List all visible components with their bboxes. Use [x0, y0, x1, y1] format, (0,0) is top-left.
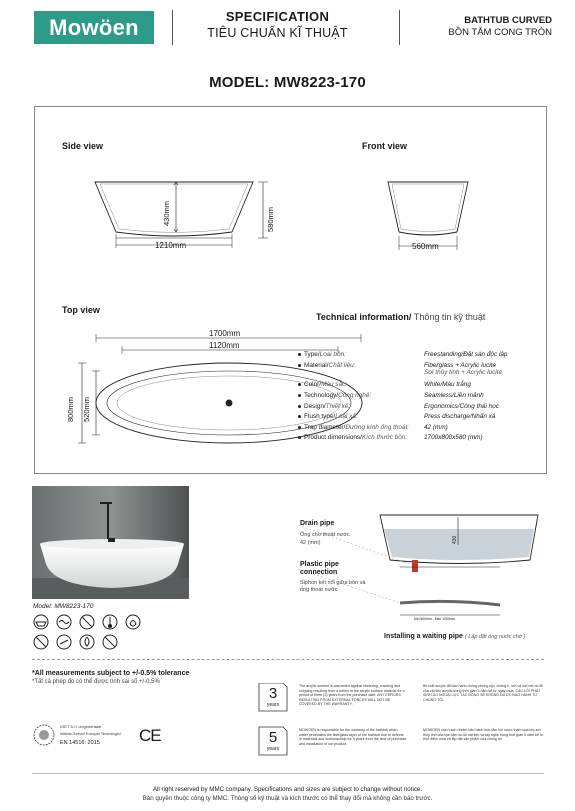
no-chemical-icon: [34, 635, 48, 649]
tolerance-note-vi: *Tất cả phép đo có thể được tính sai số +/-0.5%: [32, 679, 160, 685]
footer-rights-en: All right reserved by MMC company. Specifications and sizes are subject to change without notice.: [152, 786, 423, 793]
water-icon: [126, 615, 140, 629]
brand-logo: Mowöen: [34, 11, 154, 44]
warranty-3-text-en: The acrylic surface is warranted against blistering, cracking and chipping resulting from a defect in the acrylic surface material for a period of three (3) years from the purchase date. ANY ERRORS RESULTING FROM EXTERNAL FORCES WILL NOT BE COVERED BY THE WARRANTY.: [299, 684, 405, 707]
feature-icons: [33, 614, 173, 654]
drain-pipe-desc: Ống chờ thoát nước: [300, 532, 350, 538]
side-view-label: Side view: [62, 141, 104, 151]
warranty-5-text-vi: MOWOEN chịu trách nhiệm bảo hành bồn tắm khi nước thấm qua lớp sợi thủy tinh của bồn tắm do lỗi vật liệu và tay nghề trong thời gian 5 năm kể từ thời điểm mua và lắp đặt sản phẩm của chúng tôi.: [423, 728, 544, 742]
tech-info-title-vi: Thông tin kỹ thuật: [413, 312, 486, 322]
bath-icon: [34, 615, 48, 629]
top-outer-width-label: 800mm: [66, 396, 75, 422]
top-view-label: Top view: [62, 305, 100, 315]
warranty-3-unit: years: [266, 702, 280, 708]
plastic-pipe-title-2: connection: [300, 569, 338, 576]
warranty-5-unit: years: [266, 746, 280, 752]
warranty-3-number: 3: [268, 685, 278, 702]
wave-icon: [57, 615, 71, 629]
cert-line-3: EN 14516: 2015: [60, 740, 100, 746]
model-title: MODEL: MW8223-170: [209, 74, 366, 91]
tech-row: Flush type/Loại xả: Press discharge/Nhấn xả: [298, 413, 548, 420]
cert-line-2: Istituto Servizi Europei Tecnologici: [60, 731, 121, 736]
tech-row: Trap diameter/Đường kính ống thoát: 42 (mm): [298, 424, 548, 431]
tech-row: Color/Màu sắc: White/Màu trắng: [298, 381, 548, 388]
cert-line-1: IGET S.r.l Ungeneraale: [60, 724, 102, 729]
product-photo: [32, 486, 189, 599]
tech-row: Type/Loại bồn: Freestanding/Đặt sàn độc lập: [298, 351, 548, 358]
certificate-seal-icon: [33, 724, 57, 746]
tech-row: Design/Thiết kế: Ergonomics/Công thái học: [298, 403, 548, 410]
warranty-5-text-en: MOWOEN is responsible for the warranty of the bathtub when water penetrates the fiberglass layer of the bathtub due to defects in materials and workmanship for 5 years from the time of purchase and installation of our product.: [299, 728, 407, 746]
temperature-icon: [103, 615, 117, 629]
top-inner-width-label: 520mm: [82, 396, 91, 422]
tolerance-note-en: *All measurements subject to +/-0.5% tolerance: [32, 670, 190, 677]
side-depth-label: 430mm: [162, 200, 171, 226]
drain-pipe-size: 42 (mm): [300, 540, 321, 546]
tech-row: Product dimensions/Kích thước bồn: 1700x800x580 (mm): [298, 434, 548, 441]
photo-caption: Model: MW8223-170: [33, 603, 94, 610]
clean-icon: [57, 635, 71, 649]
plastic-pipe-title: Plastic pipe: [300, 561, 339, 568]
tech-info-title: [316, 312, 485, 322]
side-width-label: 1210mm: [155, 241, 187, 250]
tech-row: Material/Chất liệu: Fiberglass + Acrylic lucite Sợi thủy tinh + Acrylic lucite: [298, 362, 548, 376]
warranty-3-text-vi: Bề mặt acrylic đã bảo hành chống phồng rộp, chống lì, nứt và sứt mẻ do lỗi của vật liệu acrylic trong thời gian 3 năm kể từ ngày mua. CÁC LỖI PHÁT SINH DO NGOẠI LỰC TÁC ĐỘNG SẼ KHÔNG ĐƯỢC BẢO HÀNH TỪ CHÚNG TÔI.: [423, 684, 544, 702]
warranty-5-number: 5: [268, 729, 278, 746]
spec-title-vi: TIÊU CHUẨN KĨ THUẬT: [207, 26, 348, 40]
footer-rights-vi: Bản quyền thuộc công ty MMC. Thông số kỹ thuật và kích thước có thể thay đổi mà không cần báo trước.: [142, 795, 433, 802]
tech-info-title-en: Technical information/: [316, 312, 412, 322]
pipe-range-label: Min 500mm - Max 1000mm: [414, 617, 456, 621]
front-view-drawing: [388, 182, 468, 250]
plastic-pipe-desc: Siphon kết nối giữa bồn và: [300, 580, 366, 586]
footer-divider: [32, 773, 544, 774]
product-name-en: BATHTUB CURVED: [464, 15, 552, 26]
front-width-label: 560mm: [412, 242, 439, 251]
pipe-depth-label: 430: [452, 535, 458, 544]
drain-pipe-title: Drain pipe: [300, 520, 335, 527]
no-scratch-icon: [80, 615, 94, 629]
tech-row: Technology/Công nghệ: Seamless/Liền mảnh: [298, 392, 548, 399]
product-name-vi: BỒN TẮM CONG TRÒN: [448, 27, 552, 38]
ce-mark: CE: [139, 726, 161, 745]
fire-icon: [80, 635, 94, 649]
separator-line: [32, 659, 544, 660]
top-inner-length-label: 1120mm: [209, 341, 240, 350]
no-pet-icon: [103, 635, 117, 649]
plastic-pipe-desc-2: ống thoát nước: [300, 587, 338, 593]
front-view-label: Front view: [362, 141, 408, 151]
side-view-drawing: [95, 182, 268, 248]
side-height-label: 580mm: [266, 206, 275, 232]
spec-title-en: SPECIFICATION: [225, 9, 330, 24]
pipe-caption: Installing a waiting pipe ( Lắp đặt ống nước chờ ): [384, 633, 526, 640]
top-outer-length-label: 1700mm: [209, 329, 241, 338]
